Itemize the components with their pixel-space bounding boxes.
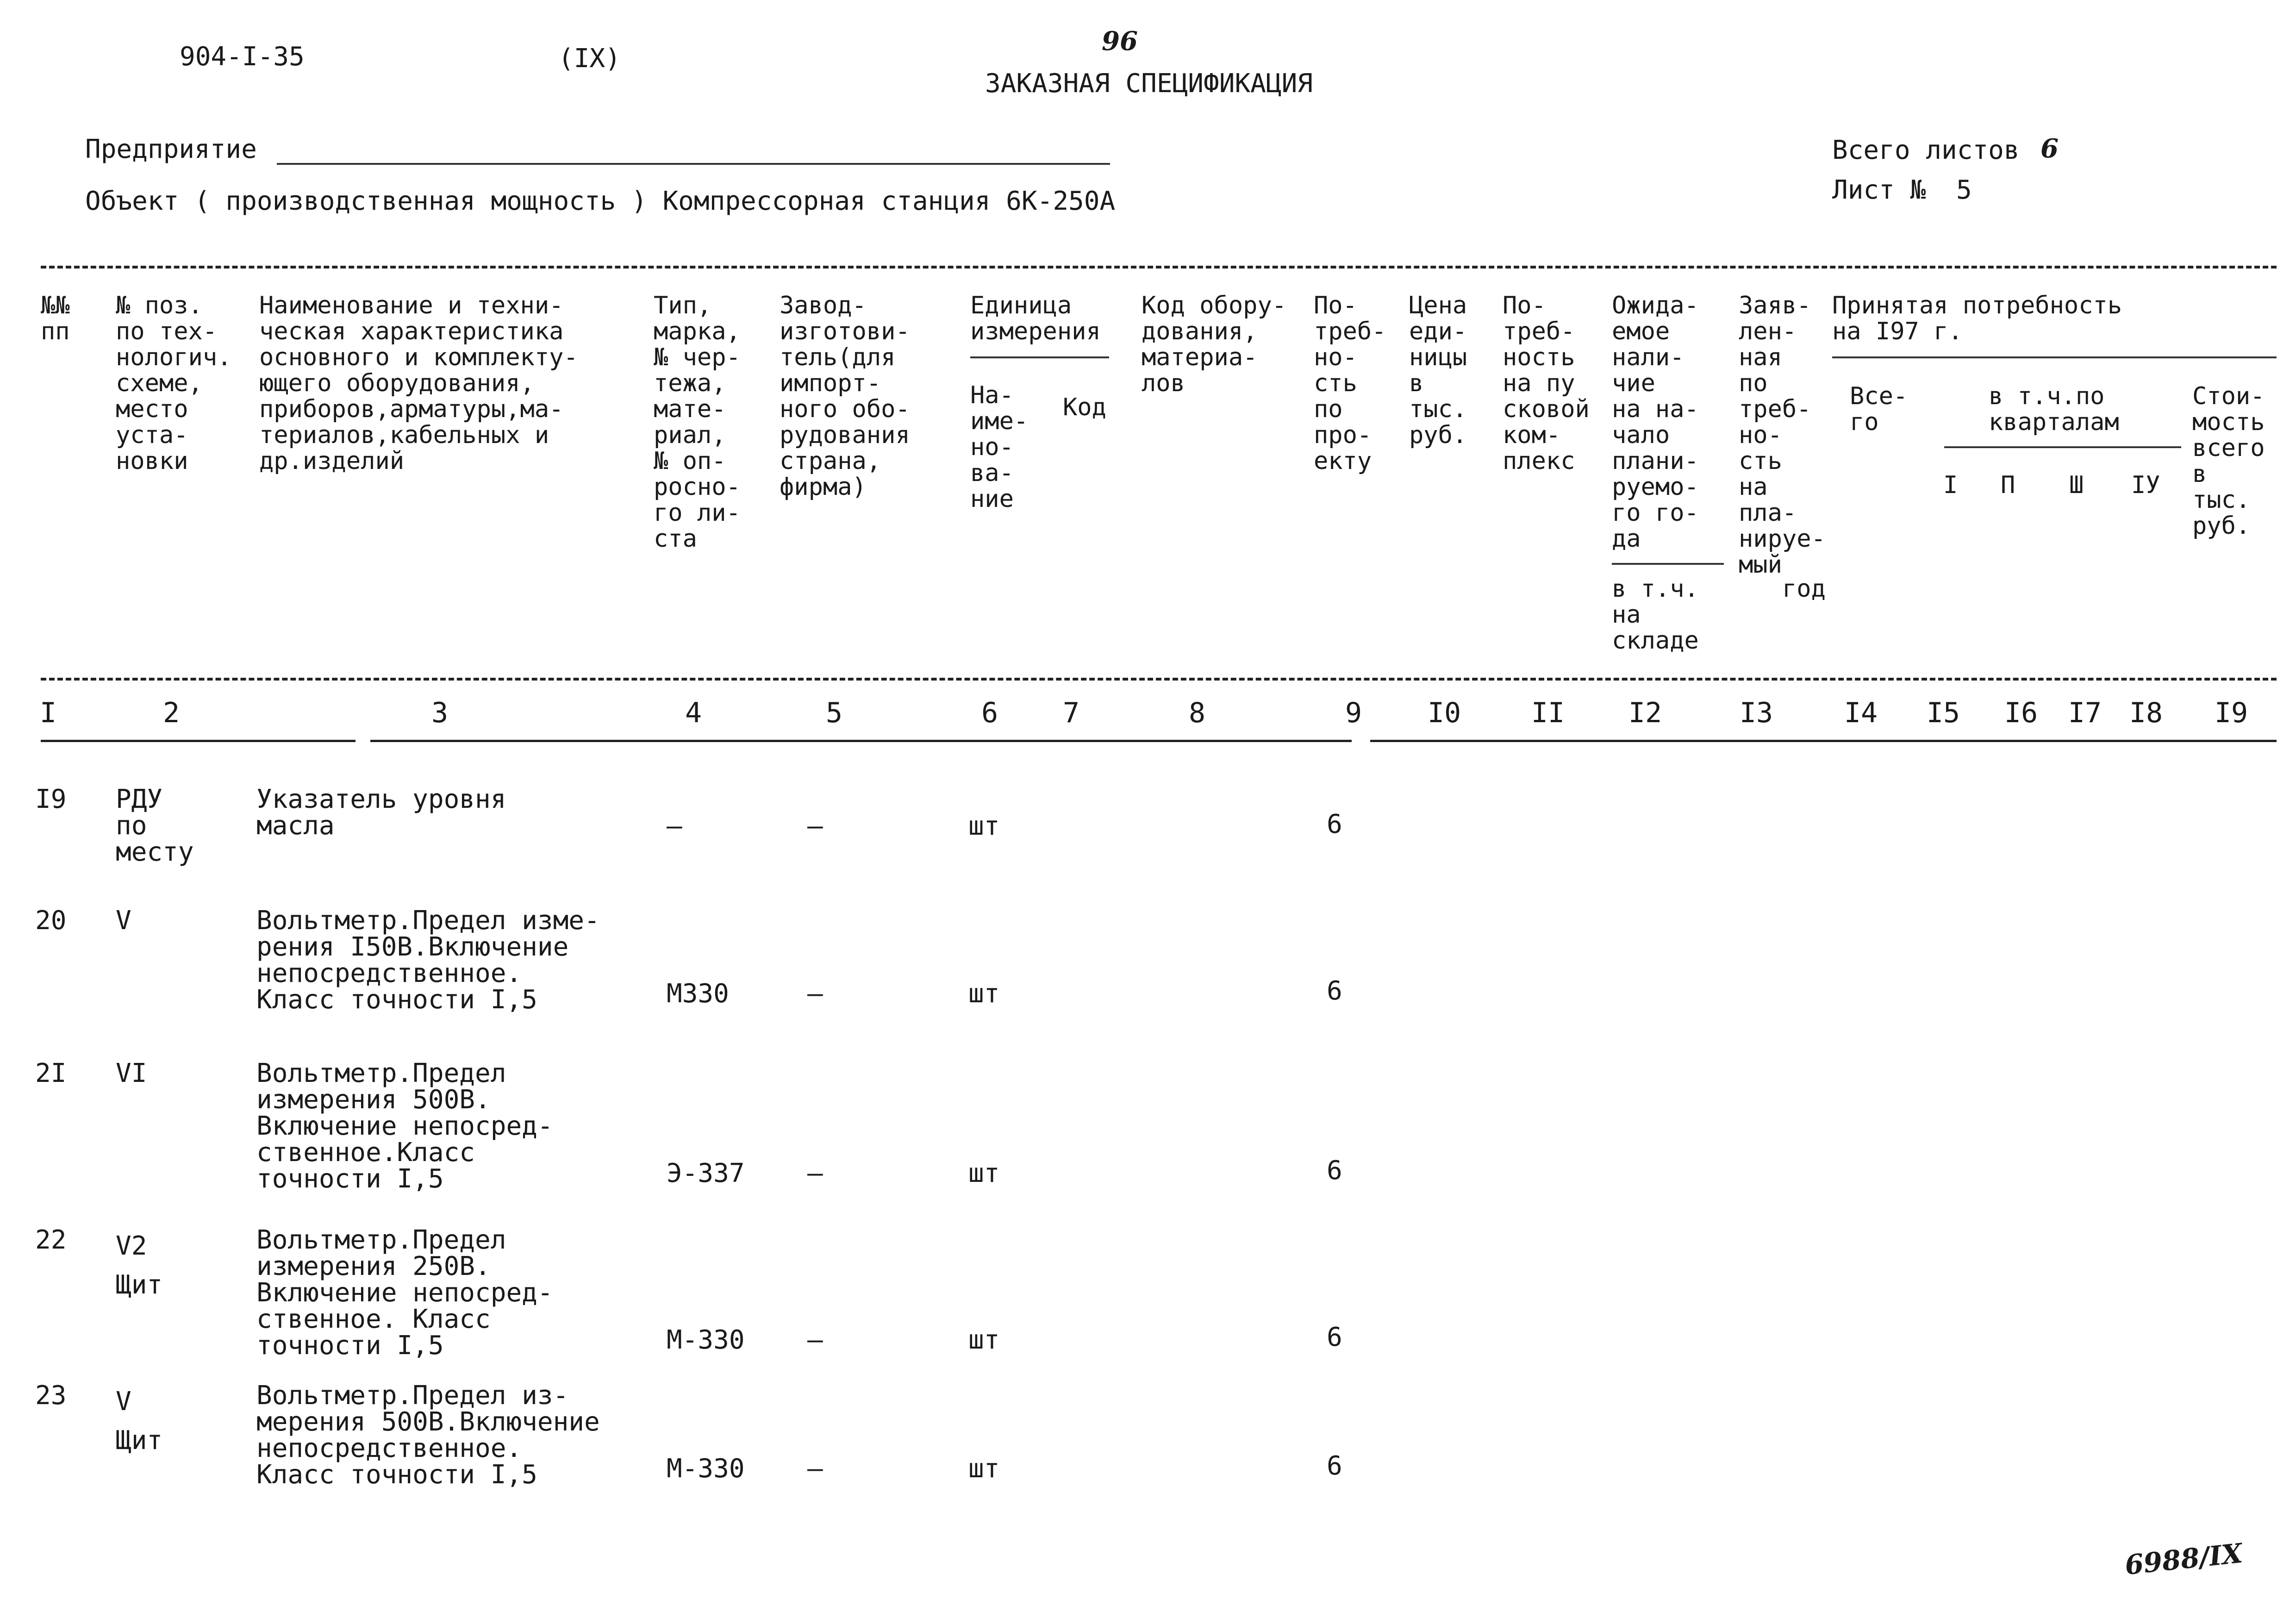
- row-maker: –: [807, 1158, 823, 1188]
- row-number: I9: [35, 784, 67, 814]
- row-quantity: 6: [1327, 976, 1342, 1006]
- row-maker: –: [807, 1454, 823, 1484]
- column-number: I9: [2214, 697, 2248, 729]
- row-type: М330: [667, 979, 729, 1009]
- sheet-value: 5: [1956, 175, 1972, 205]
- unit-group-rule: [970, 356, 1109, 358]
- column-number: I3: [1739, 697, 1773, 729]
- row-unit: шт: [968, 1454, 1000, 1484]
- enterprise-underline: [277, 163, 1110, 165]
- document-code: 904-I-35: [180, 42, 305, 72]
- col-header-3: Наименование и техни- ческая характеристика основного и комплекту- ющего оборудования, приборов,арматуры,ма- териалов,кабельных и др.изделий: [259, 292, 578, 475]
- column-number: 8: [1188, 697, 1206, 729]
- row-number: 22: [35, 1225, 67, 1255]
- col-header-7: Код: [1063, 394, 1106, 421]
- total-sheets-label: Всего листов: [1832, 135, 2020, 165]
- col-header-15: I: [1943, 471, 1958, 499]
- col-header-quarters-group: в т.ч.по кварталам: [1989, 382, 2119, 436]
- number-row-rule: [41, 740, 356, 742]
- column-number: 2: [162, 697, 180, 729]
- row-maker: –: [807, 979, 823, 1009]
- object-line: Объект ( производственная мощность ) Компрессорная станция 6К-250А: [85, 186, 1116, 216]
- column-number: 4: [685, 697, 702, 729]
- row-quantity: 6: [1327, 1451, 1342, 1481]
- column-number: I: [39, 697, 57, 729]
- archive-number: 6988/IX: [2123, 1537, 2244, 1581]
- col-header-12-sub: в т.ч. на складе: [1612, 575, 1699, 655]
- row-number: 23: [35, 1380, 67, 1411]
- col-header-10: Цена еди- ницы в тыс. руб.: [1409, 292, 1467, 449]
- row-name: Вольтметр.Предел измерения 250В. Включение непосред- ственное. Класс точности I,5: [256, 1225, 553, 1361]
- quarters-group-rule: [1944, 446, 2181, 448]
- col-header-16: П: [2001, 471, 2015, 499]
- number-row-rule: [1370, 740, 2277, 742]
- row-unit: шт: [968, 1158, 1000, 1188]
- column-number: 9: [1345, 697, 1362, 729]
- col12-sub-rule: [1612, 563, 1724, 565]
- row-unit: шт: [968, 979, 1000, 1009]
- row-position: РДУ по месту: [116, 784, 194, 867]
- table-top-rule: [41, 266, 2277, 269]
- col-header-2: № поз. по тех- нологич. схеме, место уста- новки: [116, 292, 232, 475]
- page-number: 96: [1102, 26, 1138, 56]
- row-maker: –: [807, 1325, 823, 1355]
- row-type: М-330: [667, 1325, 745, 1355]
- column-number: 6: [981, 697, 998, 729]
- col-header-11: По- треб- ность на пу сковой ком- плекс: [1503, 292, 1590, 475]
- column-number: I0: [1427, 697, 1461, 729]
- row-name: Вольтметр.Предел изме- рения I50В.Включение непосредственное. Класс точности I,5: [256, 906, 600, 1015]
- col-header-1: №№ пп: [41, 292, 70, 345]
- total-sheets-value: 6: [2040, 133, 2059, 164]
- sheet-label: Лист №: [1832, 175, 1926, 205]
- row-position: V: [116, 906, 131, 936]
- col-header-6: На- име- но- ва- ние: [970, 381, 1029, 513]
- number-row-rule: [370, 740, 1352, 742]
- col-header-4: Тип, марка, № чер- тежа, мате- риал, № оп- росно- го ли- ста: [654, 292, 741, 553]
- col-header-accepted-group: Принятая потребность на I97 г.: [1832, 292, 2122, 345]
- row-number: 2I: [35, 1058, 67, 1088]
- row-quantity: 6: [1327, 1322, 1342, 1352]
- column-number: 7: [1062, 697, 1080, 729]
- row-position: VI: [116, 1058, 147, 1088]
- column-number: I5: [1926, 697, 1960, 729]
- section-number: (IX): [558, 44, 621, 74]
- column-number: I4: [1844, 697, 1878, 729]
- col-header-17: Ш: [2069, 471, 2084, 499]
- row-type: М-330: [667, 1454, 745, 1484]
- col-header-9: По- треб- но- сть по про- екту: [1314, 292, 1386, 475]
- col-header-18: IУ: [2131, 471, 2160, 499]
- column-number: I6: [2004, 697, 2038, 729]
- document-title: ЗАКАЗНАЯ СПЕЦИФИКАЦИЯ: [985, 69, 1313, 99]
- row-name: Вольтметр.Предел из- мерения 500В.Включение непосредственное. Класс точности I,5: [256, 1380, 600, 1490]
- row-name: Указатель уровня масла: [256, 784, 506, 841]
- column-number: I7: [2068, 697, 2102, 729]
- col-header-8: Код обору- дования, материа- лов: [1142, 292, 1287, 397]
- row-position: V2 Щит: [116, 1231, 163, 1300]
- column-number: I2: [1628, 697, 1662, 729]
- row-type: Э-337: [667, 1158, 745, 1188]
- col-header-5: Завод- изготови- тель(для импорт- ного обо- рудования страна, фирма): [780, 292, 910, 501]
- col-header-19: Стои- мость всего в тыс. руб.: [2192, 382, 2265, 540]
- row-unit: шт: [968, 811, 1000, 841]
- row-quantity: 6: [1327, 809, 1342, 839]
- column-number: 5: [825, 697, 843, 729]
- header-bottom-rule: [41, 678, 2277, 681]
- accepted-group-rule: [1832, 356, 2277, 358]
- row-quantity: 6: [1327, 1156, 1342, 1186]
- row-maker: –: [807, 811, 823, 841]
- column-number: 3: [431, 697, 449, 729]
- col-header-unit-group: Единица измерения: [970, 292, 1101, 345]
- col-header-13-tail: год: [1782, 575, 1826, 603]
- row-position: V Щит: [116, 1387, 163, 1455]
- col-header-14: Все- го: [1850, 382, 1908, 436]
- row-unit: шт: [968, 1325, 1000, 1355]
- row-number: 20: [35, 906, 67, 936]
- row-type: –: [667, 811, 682, 841]
- col-header-12: Ожида- емое нали- чие на на- чало плани- руемо- го го- да: [1612, 292, 1699, 553]
- row-name: Вольтметр.Предел измерения 500В. Включение непосред- ственное.Класс точности I,5: [256, 1058, 553, 1194]
- column-number: I8: [2129, 697, 2163, 729]
- column-number: II: [1531, 697, 1565, 729]
- enterprise-label: Предприятие: [85, 134, 257, 164]
- col-header-13: Заяв- лен- ная по треб- но- сть на пла- нируе- мый: [1739, 292, 1826, 579]
